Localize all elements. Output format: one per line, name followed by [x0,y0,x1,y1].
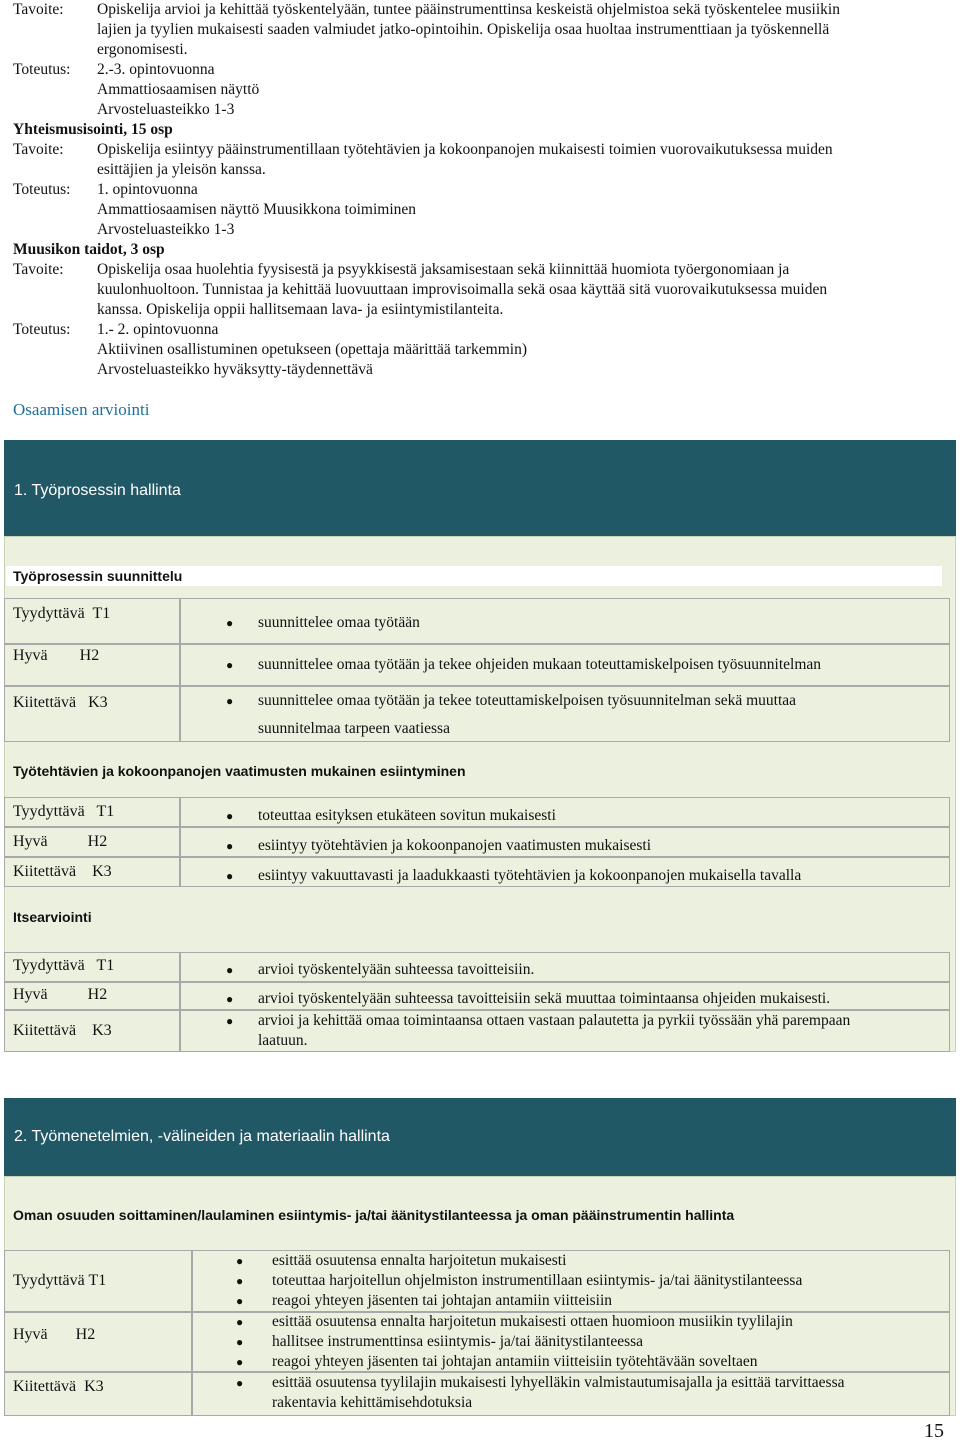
level-k3: Kiitettävä K3 [13,863,112,880]
objective-text-1: Opiskelija arvioi ja kehittää työskentelyään, tuntee pääinstrumenttinsa keskeistä ohjelmistoa sekä työskentelee musiikin [97,1,840,18]
implementation-text-2: Arvosteluasteikko 1-3 [97,221,235,238]
criterion: arvioi työskentelyään suhteessa tavoitteisiin sekä muuttaa toimintaansa ohjeiden mukaisesti. [258,990,831,1007]
section2-band [4,1098,956,1176]
level-k3: Kiitettävä K3 [13,1378,104,1395]
bullet-icon: ● [226,1014,234,1028]
bullet-icon: ● [226,658,234,672]
section1-title: 1. Työprosessin hallinta [14,482,181,499]
objective-label-1: Tavoite: [13,1,64,18]
level-h2: Hyvä H2 [13,833,108,850]
implementation-text-1: Ammattiosaamisen näyttö [97,81,260,98]
level-t1: Tyydyttävä T1 [13,803,115,820]
criterion: rakentavia kehittämisehdotuksia [272,1394,473,1411]
level-t1: Tyydyttävä T1 [13,957,115,974]
group2-subtitle: Työtehtävien ja kokoonpanojen vaatimusten mukainen esiintyminen [13,763,466,779]
bullet-icon: ● [236,1274,244,1288]
criterion: hallitsee instrumenttinsa esiintymis- ja/tai äänitystilanteessa [272,1333,644,1350]
objective-text-1: lajien ja tyylien mukaisesti saaden valmiudet jatko-opintoihin. Opiskelija osaa huoltaa instrumenttiaan ja työskennellä [97,21,830,38]
page-number: 15 [924,1420,944,1442]
criterion: laatuun. [258,1032,308,1049]
criterion: arvioi työskentelyään suhteessa tavoitteisiin. [258,961,535,978]
criterion: esittää osuutensa tyylilajin mukaisesti lyhyelläkin valmistautumisajalla ja esittää tarvittaessa [272,1374,845,1391]
implementation-text-3: Aktiivinen osallistuminen opetukseen (opettaja määrittää tarkemmin) [97,341,527,358]
criterion: arvioi ja kehittää omaa toimintaansa ottaen vastaan palautetta ja pyrkii työssään yhä parempaan [258,1012,851,1029]
bullet-icon: ● [226,616,234,630]
bullet-icon: ● [226,809,234,823]
objective-label-2: Tavoite: [13,141,64,158]
criterion: esittää osuutensa ennalta harjoitetun mukaisesti [272,1252,567,1269]
implementation-label-1: Toteutus: [13,61,71,78]
module-title-yhteismusisointi: Yhteismusisointi, 15 osp [13,121,173,138]
group3-subtitle: Itsearviointi [13,909,92,925]
criterion: toteuttaa harjoitellun ohjelmiston instrumentillaan esiintymis- ja/tai äänitystilanteessa [272,1272,803,1289]
level-h2: Hyvä H2 [13,647,100,664]
objective-text-3: Opiskelija osaa huolehtia fyysisestä ja psyykkisestä jaksamisestaan sekä kiinnittää huomiota työergonomiaan ja [97,261,790,278]
bullet-icon: ● [226,963,234,977]
module-title-muusikon-taidot: Muusikon taidot, 3 osp [13,241,165,258]
objective-text-3: kuulonhuoltoon. Tunnistaa ja kehittää luovuuttaan improvisoimalla sekä osaa käyttää sitä vuorovaikutuksessa muiden [97,281,828,298]
implementation-label-3: Toteutus: [13,321,71,338]
objective-text-2: esittäjien ja yleisön kanssa. [97,161,266,178]
bullet-icon: ● [226,839,234,853]
level-t1: Tyydyttävä T1 [13,1272,107,1289]
implementation-text-3: 1.- 2. opintovuonna [97,321,219,338]
implementation-text-2: 1. opintovuonna [97,181,198,198]
criterion: reagoi yhteyen jäsenten tai johtajan antamiin viitteisiin [272,1292,613,1309]
criterion: suunnittelee omaa työtään ja tekee toteuttamiskelpoisen työsuunnitelman sekä muuttaa [258,692,797,709]
bullet-icon: ● [236,1294,244,1308]
implementation-text-2: Ammattiosaamisen näyttö Muusikkona toimiminen [97,201,417,218]
bullet-icon: ● [226,992,234,1006]
level-h2: Hyvä H2 [13,986,108,1003]
criterion: reagoi yhteyen jäsenten tai johtajan antamiin viitteisiin työtehtävään soveltaen [272,1353,758,1370]
bullet-icon: ● [236,1254,244,1268]
bullet-icon: ● [236,1335,244,1349]
implementation-text-3: Arvosteluasteikko hyväksytty-täydennettävä [97,361,373,378]
group1-subtitle: Työprosessin suunnittelu [13,568,183,584]
section1-band [4,440,956,536]
criterion: suunnittelee omaa työtään [258,614,420,631]
criterion: esittää osuutensa ennalta harjoitetun mukaisesti ottaen huomioon musiikin tyylilajin [272,1313,793,1330]
section2-subtitle: Oman osuuden soittaminen/laulaminen esiintymis- ja/tai äänitystilanteessa ja oman pääinstrumentin hallinta [13,1207,735,1223]
bullet-icon: ● [236,1355,244,1369]
level-t1: Tyydyttävä T1 [13,605,111,622]
level-h2: Hyvä H2 [13,1326,96,1343]
section2-title: 2. Työmenetelmien, -välineiden ja materiaalin hallinta [14,1128,390,1145]
bullet-icon: ● [236,1376,244,1390]
level-k3: Kiitettävä K3 [13,694,108,711]
criterion: suunnittelee omaa työtään ja tekee ohjeiden mukaan toteuttamiskelpoisen työsuunnitelman [258,656,822,673]
implementation-label-2: Toteutus: [13,181,71,198]
objective-text-3: kanssa. Opiskelija oppii hallitsemaan lava- ja esiintymistilanteita. [97,301,504,318]
assessment-heading: Osaamisen arviointi [13,400,150,419]
criterion: esiintyy työtehtävien ja kokoonpanojen vaatimusten mukaisesti [258,837,652,854]
bullet-icon: ● [226,694,234,708]
criterion: esiintyy vakuuttavasti ja laadukkaasti työtehtävien ja kokoonpanojen mukaisella tavalla [258,867,802,884]
criterion: toteuttaa esityksen etukäteen sovitun mukaisesti [258,807,556,824]
level-k3: Kiitettävä K3 [13,1022,112,1039]
objective-label-3: Tavoite: [13,261,64,278]
criterion: suunnitelmaa tarpeen vaatiessa [258,720,450,737]
bullet-icon: ● [236,1315,244,1329]
bullet-icon: ● [226,869,234,883]
objective-text-2: Opiskelija esiintyy pääinstrumentillaan työtehtävien ja kokoonpanojen mukaisesti toimien vuorovaikutuksessa muiden [97,141,833,158]
implementation-text-1: 2.-3. opintovuonna [97,61,215,78]
implementation-text-1: Arvosteluasteikko 1-3 [97,101,235,118]
objective-text-1: ergonomisesti. [97,41,188,58]
